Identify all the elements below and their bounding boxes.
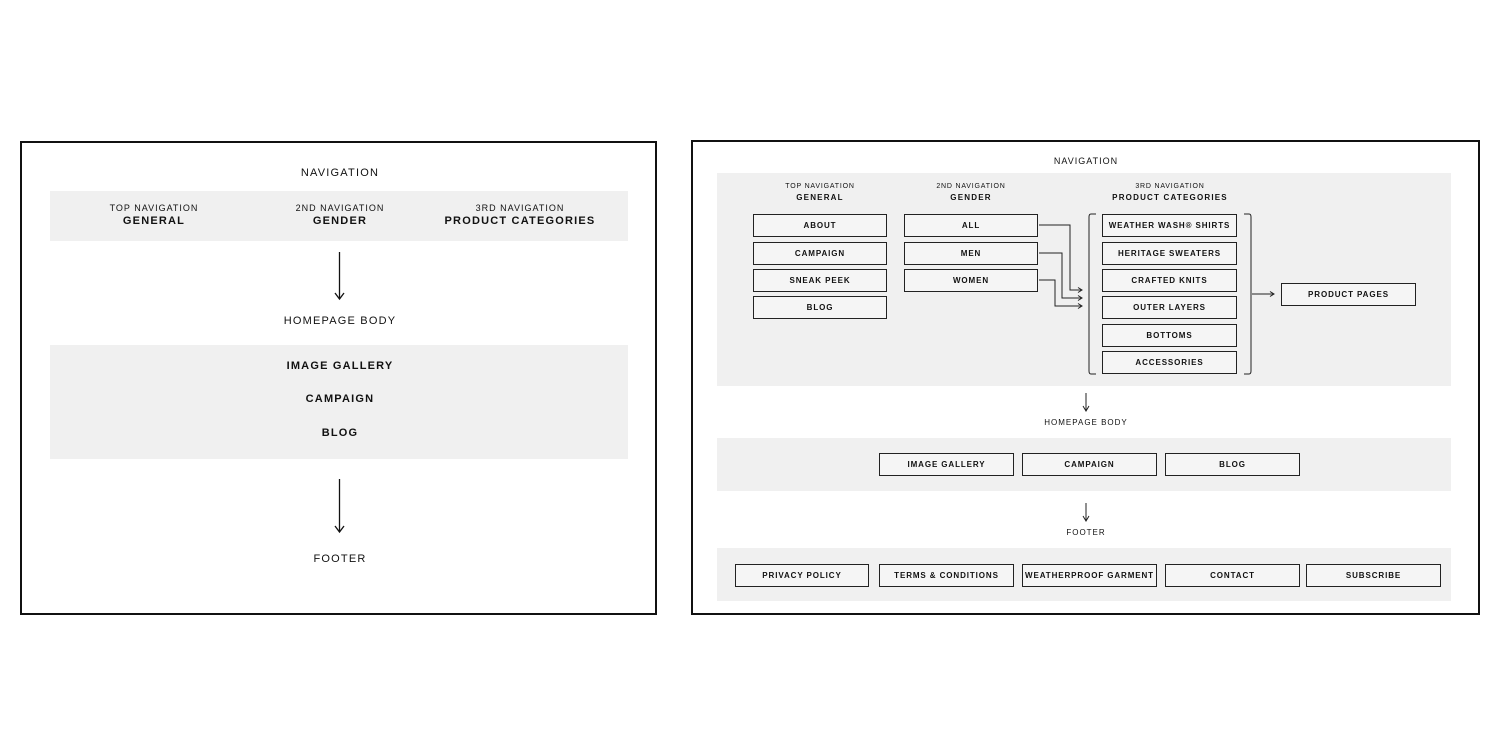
footer-item-weatherproof-garment[interactable]: WEATHERPROOF GARMENT (1022, 564, 1157, 587)
body-item-blog[interactable]: BLOG (1165, 453, 1300, 476)
right-nav-label-gender: GENDER (950, 193, 992, 202)
category-item-outer-layers[interactable]: OUTER LAYERS (1102, 296, 1237, 319)
left-body-item-campaign: CAMPAIGN (305, 393, 375, 405)
categories-right-bracket (1244, 214, 1251, 374)
left-nav-label-product-categories: PRODUCT CATEGORIES (444, 215, 596, 227)
nav-item-blog[interactable]: BLOG (753, 296, 887, 319)
right-navigation-title: NAVIGATION (1053, 156, 1119, 166)
footer-item-terms-conditions[interactable]: TERMS & CONDITIONS (879, 564, 1014, 587)
left-nav-label-general: GENERAL (122, 215, 186, 227)
footer-item-contact[interactable]: CONTACT (1165, 564, 1300, 587)
left-navigation-title: NAVIGATION (300, 167, 380, 179)
footer-item-privacy-policy[interactable]: PRIVACY POLICY (735, 564, 869, 587)
category-item-bottoms[interactable]: BOTTOMS (1102, 324, 1237, 347)
category-item-heritage-sweaters[interactable]: HERITAGE SWEATERS (1102, 242, 1237, 265)
right-nav-caption-second: 2ND NAVIGATION (936, 183, 1006, 190)
connector-women (1039, 280, 1082, 306)
right-nav-caption-top: TOP NAVIGATION (785, 183, 855, 190)
category-item-crafted-knits[interactable]: CRAFTED KNITS (1102, 269, 1237, 292)
gender-item-women[interactable]: WOMEN (904, 269, 1038, 292)
left-homepage-title: HOMEPAGE BODY (283, 315, 397, 327)
right-homepage-title: HOMEPAGE BODY (1044, 418, 1128, 427)
category-item-accessories[interactable]: ACCESSORIES (1102, 351, 1237, 374)
product-pages-box[interactable]: PRODUCT PAGES (1281, 283, 1416, 306)
nav-item-about[interactable]: ABOUT (753, 214, 887, 237)
left-nav-caption-third: 3RD NAVIGATION (475, 203, 565, 213)
connector-men (1039, 253, 1082, 298)
left-nav-caption-second: 2ND NAVIGATION (295, 203, 385, 213)
right-footer-title: FOOTER (1066, 528, 1106, 537)
body-item-campaign[interactable]: CAMPAIGN (1022, 453, 1157, 476)
right-nav-label-product-categories: PRODUCT CATEGORIES (1112, 193, 1228, 202)
nav-item-campaign[interactable]: CAMPAIGN (753, 242, 887, 265)
left-nav-label-gender: GENDER (312, 215, 368, 227)
body-item-image-gallery[interactable]: IMAGE GALLERY (879, 453, 1014, 476)
left-nav-caption-top: TOP NAVIGATION (109, 203, 199, 213)
left-body-item-blog: BLOG (321, 427, 359, 439)
right-nav-label-general: GENERAL (796, 193, 844, 202)
left-body-item-image-gallery: IMAGE GALLERY (286, 360, 394, 372)
gender-item-men[interactable]: MEN (904, 242, 1038, 265)
gender-item-all[interactable]: ALL (904, 214, 1038, 237)
footer-item-subscribe[interactable]: SUBSCRIBE (1306, 564, 1441, 587)
categories-left-bracket (1089, 214, 1096, 374)
left-footer-title: FOOTER (313, 553, 367, 565)
right-nav-caption-third: 3RD NAVIGATION (1135, 183, 1205, 190)
category-item-weather-wash-shirts[interactable]: WEATHER WASH® SHIRTS (1102, 214, 1237, 237)
nav-item-sneak-peek[interactable]: SNEAK PEEK (753, 269, 887, 292)
